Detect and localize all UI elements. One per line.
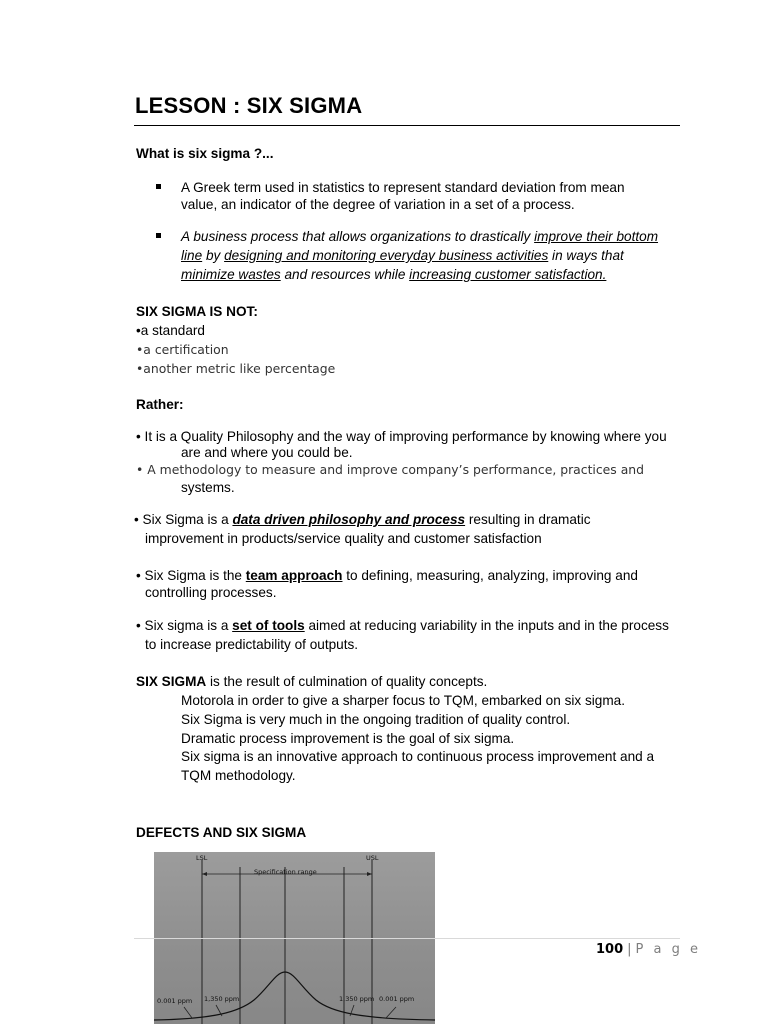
rather-item-5-text: • Six sigma is a: [136, 618, 233, 633]
bullet-2-text: A business process that allows organizations to drastically: [181, 229, 535, 244]
result-line: Six sigma is an innovative approach to continuous process improvement and a: [181, 749, 655, 764]
rather-item-4-line-1: [136, 567, 638, 584]
result-line: Motorola in order to give a sharper focus to TQM, embarked on six sigma.: [181, 693, 626, 708]
left-inner-ppm: 1,350 ppm: [204, 995, 240, 1003]
bullet-2-line-2: [181, 247, 624, 264]
rather-item-1-line-1: • It is a Quality Philosophy and the way of improving performance by knowing where you: [136, 429, 667, 444]
rather-item-3-text: • Six Sigma is a: [134, 512, 233, 527]
rather-item-3-line-1: [134, 511, 591, 528]
rather-item-4-emphasis: team approach: [245, 568, 343, 583]
what-is-heading: What is six sigma ?...: [136, 146, 274, 161]
rather-item-2-line-2: systems.: [181, 480, 235, 495]
page-number-footer: [596, 942, 701, 957]
rather-item-3-text: resulting in dramatic: [465, 512, 591, 527]
bullet-2-text: by: [202, 248, 225, 263]
bullet-2-text: in ways that: [548, 248, 624, 263]
rather-item-5-emphasis: set of tools: [232, 618, 305, 633]
bullet-2-underlined: increasing customer satisfaction.: [409, 267, 607, 282]
bullet-2-line-3: [181, 266, 606, 283]
rather-item-3-emphasis: data driven philosophy and process: [232, 512, 466, 527]
bullet-1-line-1: A Greek term used in statistics to represent standard deviation from mean: [181, 180, 625, 195]
bullet-2-underlined: minimize wastes: [181, 267, 281, 282]
result-lead: [136, 673, 487, 690]
right-outer-ppm: 0.001 ppm: [379, 995, 415, 1003]
square-bullet-icon: [156, 184, 161, 189]
rather-item-5-line-1: [136, 617, 669, 634]
is-not-heading: SIX SIGMA IS NOT:: [136, 304, 258, 319]
result-line: Dramatic process improvement is the goal of six sigma.: [181, 731, 515, 746]
lsl-label: LSL: [196, 854, 208, 862]
bullet-2-underlined: improve their bottom: [534, 229, 659, 244]
bullet-2-underlined: line: [181, 248, 203, 263]
bullet-2-line-1: [181, 228, 658, 245]
usl-label: USL: [366, 854, 379, 862]
page-separator: |: [627, 942, 632, 957]
left-outer-ppm: 0.001 ppm: [157, 997, 193, 1005]
rather-heading: Rather:: [136, 397, 184, 412]
rather-item-5-text: aimed at reducing variability in the inputs and in the process: [304, 618, 669, 633]
spec-range-label: Specification range: [254, 868, 317, 876]
square-bullet-icon: [156, 233, 161, 238]
rather-item-5-line-2: to increase predictability of outputs.: [145, 637, 359, 652]
is-not-item: •a certification: [136, 342, 229, 357]
title-divider: [134, 125, 680, 126]
right-inner-ppm: 1,350 ppm: [339, 995, 375, 1003]
bullet-2-text: and resources while: [280, 267, 410, 282]
rather-item-4-text: to defining, measuring, analyzing, improving and: [342, 568, 638, 583]
is-not-item: •another metric like percentage: [136, 361, 336, 376]
bullet-1-line-2: value, an indicator of the degree of variation in a set of a process.: [181, 197, 575, 212]
bullet-2-underlined: designing and monitoring everyday business activities: [224, 248, 549, 263]
rather-item-1-line-2: are and where you could be.: [181, 445, 353, 460]
page-number: 100: [596, 942, 624, 957]
result-line: Six Sigma is very much in the ongoing tradition of quality control.: [181, 712, 571, 727]
rather-item-3-line-2: improvement in products/service quality and customer satisfaction: [145, 531, 542, 546]
defects-heading: DEFECTS AND SIX SIGMA: [136, 825, 307, 840]
page-word: P a g e: [635, 942, 701, 957]
page-title: LESSON : SIX SIGMA: [135, 93, 363, 118]
result-lead-text: is the result of culmination of quality concepts.: [206, 674, 488, 689]
result-line: TQM methodology.: [181, 768, 296, 783]
is-not-item: •a standard: [136, 323, 205, 338]
footer-divider: [134, 938, 680, 939]
rather-item-2-line-1: • A methodology to measure and improve company’s performance, practices and: [136, 462, 645, 477]
rather-item-4-line-2: controlling processes.: [145, 585, 277, 600]
rather-item-4-text: • Six Sigma is the: [136, 568, 246, 583]
result-lead-bold: SIX SIGMA: [136, 674, 207, 689]
